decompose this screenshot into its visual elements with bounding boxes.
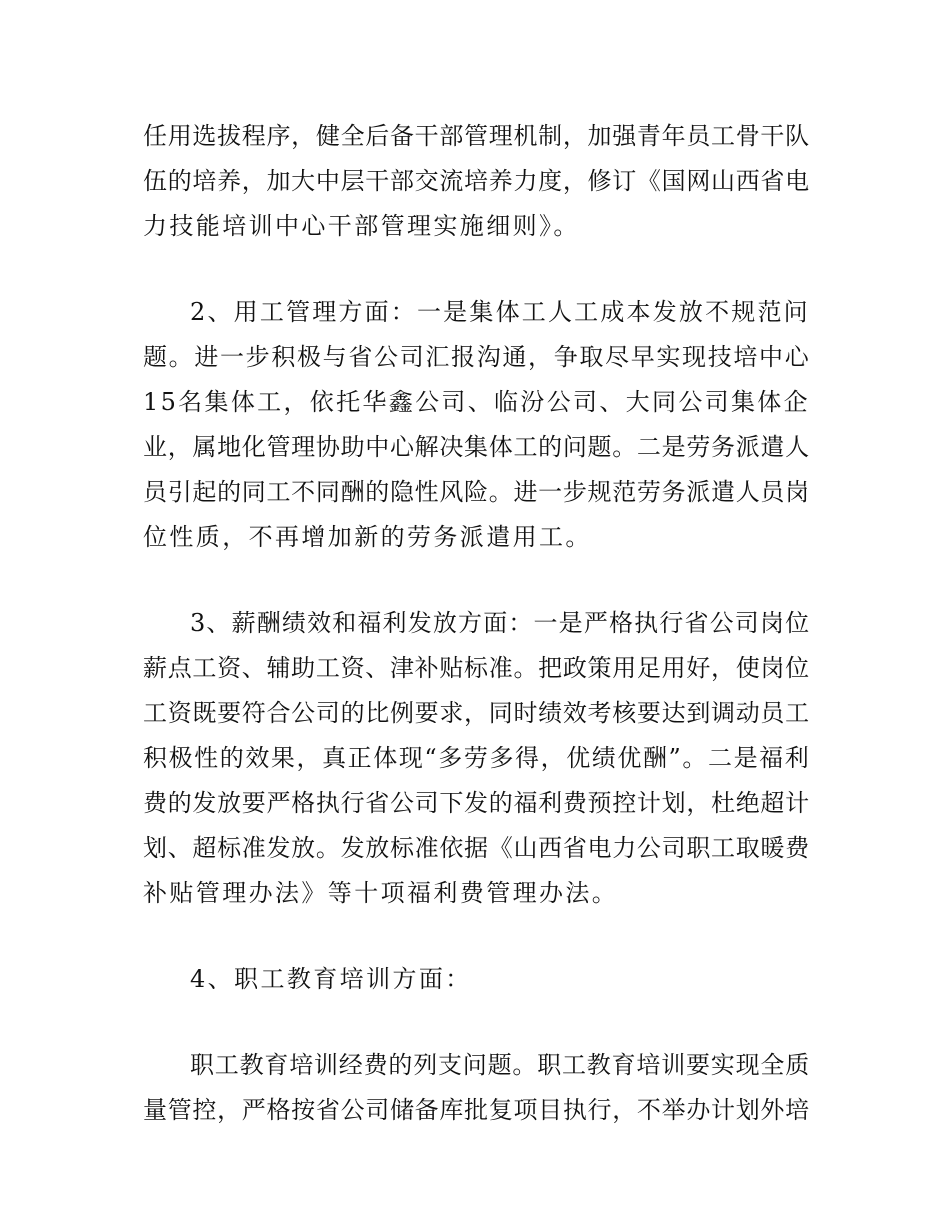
p3-line-6: 划、超标准发放。发放标准依据《山西省电力公司职工取暖费 [143,834,810,862]
p2-line-4: 业，属地化管理协助中心解决集体工的问题。二是劳务派遣人 [143,433,810,461]
p3-line-4: 积极性的效果，真正体现“多劳多得，优绩优酬”。二是福利 [143,744,811,772]
p2-line-1: 2、用工管理方面：一是集体工人工成本发放不规范问 [190,298,810,326]
p2-line-3: 15名集体工，依托华鑫公司、临汾公司、大同公司集体企 [143,388,810,416]
p3-line-2: 薪点工资、辅助工资、津补贴标准。把政策用足用好，使岗位 [143,654,810,682]
p5-line-2: 量管控，严格按省公司储备库批复项目执行，不举办计划外培 [143,1096,810,1124]
p5-line-1: 职工教育培训经费的列支问题。职工教育培训要实现全质 [190,1051,810,1079]
p1-line-1: 任用选拔程序，健全后备干部管理机制，加强青年员工骨干队 [143,122,810,150]
p3-line-5: 费的发放要严格执行省公司下发的福利费预控计划，杜绝超计 [143,789,810,817]
p3-line-7: 补贴管理办法》等十项福利费管理办法。 [143,879,619,907]
p2-line-5: 员引起的同工不同酬的隐性风险。进一步规范劳务派遣人员岗 [143,478,810,506]
p4-heading: 4、职工教育培训方面： [190,965,472,993]
p2-line-6: 位性质，不再增加新的劳务派遣用工。 [143,523,592,551]
p2-line-2: 题。进一步积极与省公司汇报沟通，争取尽早实现技培中心 [143,343,811,371]
p1-line-2: 伍的培养，加大中层干部交流培养力度，修订《国网山西省电 [143,167,810,195]
p3-line-1: 3、薪酬绩效和福利发放方面：一是严格执行省公司岗位 [190,609,811,637]
p3-line-3: 工资既要符合公司的比例要求，同时绩效考核要达到调动员工 [143,699,810,727]
p1-line-3: 力技能培训中心干部管理实施细则》。 [143,212,580,240]
